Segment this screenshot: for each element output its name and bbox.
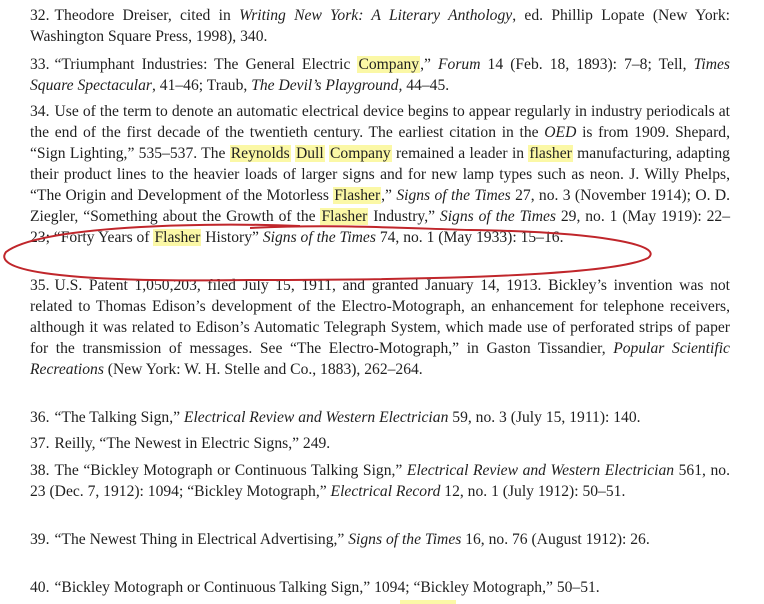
highlighted-text: Reynolds xyxy=(230,145,290,162)
italic-citation-title: The Devil’s Playground, xyxy=(251,77,403,94)
endnote-text: Industry,” xyxy=(368,208,440,225)
endnote-text: Reilly, “The Newest in Electric Signs,” 249. xyxy=(54,435,331,452)
endnote-text: 16, no. 76 (August 1912): 26. xyxy=(461,531,650,548)
italic-citation-title: Electrical Record xyxy=(330,483,441,500)
endnote-33 xyxy=(30,54,730,96)
endnote-text: U.S. Patent 1,050,203, filed July 15, 1911, and granted January 14, 1913. Bickley’s invention was not related to Thomas Edison’s development of the Electro-Motograph, an enhancement for telephone receivers, although it was related to Edison’s Automatic Telegraph System, which made use of perforated strips of paper for the transmission of messages. See “The Electro-Motograph,” in Gaston Tissandier, xyxy=(30,277,730,357)
endnote-text: The “Bickley Motograph or Continuous Talking Sign,” xyxy=(54,462,407,479)
endnote-text: History” xyxy=(201,229,263,246)
endnote-text: 27, no. 3 (November 1914); O. D. Ziegler, “Something about the Growth of the xyxy=(30,187,731,225)
endnote-39 xyxy=(30,529,730,550)
highlight-fragment xyxy=(400,600,456,604)
italic-citation-title: Times Square Spectacular xyxy=(30,56,730,94)
endnote-text: “Bickley Motograph or Continuous Talking Sign,” 1094; “Bickley Motograph,” 50–51. xyxy=(54,579,600,596)
endnote-number: 39. xyxy=(30,531,50,548)
endnote-text: (New York: W. H. Stelle and Co., 1883), 262–264. xyxy=(103,361,423,378)
highlighted-text: Company xyxy=(330,145,391,162)
endnote-text: 12, no. 1 (July 1912): 50–51. xyxy=(440,483,626,500)
highlighted-text: Flasher xyxy=(334,187,381,204)
endnote-text: “The Talking Sign,” xyxy=(54,409,184,426)
endnote-35 xyxy=(30,275,730,380)
highlighted-text: Company xyxy=(358,56,420,73)
endnote-text: is from 1909. Shepard, “Sign Lighting,” 535–537. The xyxy=(30,124,730,162)
endnote-text: “The Newest Thing in Electrical Advertising,” xyxy=(54,531,349,548)
highlighted-text: Flasher xyxy=(321,208,368,225)
italic-citation-title: Signs of the Times xyxy=(348,531,462,548)
endnote-number: 35. xyxy=(30,277,50,294)
highlighted-text: Flasher xyxy=(154,229,201,246)
italic-citation-title: Electrical Review and Western Electrician xyxy=(183,409,449,426)
endnote-number: 36. xyxy=(30,409,50,426)
endnote-text: 14 (Feb. 18, 1893): 7–8; Tell, xyxy=(480,56,694,73)
italic-citation-title: Forum xyxy=(438,56,481,73)
endnote-text: ,” xyxy=(381,187,397,204)
endnote-40 xyxy=(30,577,730,598)
endnote-text: Use of the term to denote an automatic electrical device begins to appear regularly in industry periodicals at the end of the first decade of the twentieth century. The earliest citation in the xyxy=(30,103,730,141)
italic-citation-title: Signs of the Times xyxy=(439,208,556,225)
endnote-number: 37. xyxy=(30,435,50,452)
endnote-34 xyxy=(30,101,730,248)
italic-citation-title: Writing New York: A Literary Anthology xyxy=(239,7,513,24)
italic-citation-title: Signs of the Times xyxy=(396,187,511,204)
endnote-number: 33. xyxy=(30,56,50,73)
endnote-text: Theodore Dreiser, cited in xyxy=(54,7,240,24)
endnote-text: manufacturing, adapting their product lines to the heavier loads of larger signs and for new lamp types such as neon. J. Willy Phelps, “The Origin and Development of the Motorless xyxy=(30,145,730,204)
highlighted-text: flasher xyxy=(529,145,572,162)
endnote-number: 38. xyxy=(30,462,50,479)
endnote-32 xyxy=(30,5,730,47)
endnote-text: “Triumphant Industries: The General Electric xyxy=(54,56,358,73)
endnote-text: 561, no. 23 (Dec. 7, 1912): 1094; “Bickley Motograph,” xyxy=(30,462,730,500)
endnote-38 xyxy=(30,460,730,502)
italic-citation-title: Popular Scientific Recreations xyxy=(30,340,730,378)
endnote-text: 74, no. 1 (May 1933): 15–16. xyxy=(375,229,564,246)
italic-citation-title: OED xyxy=(544,124,577,141)
endnote-text: 59, no. 3 (July 15, 1911): 140. xyxy=(448,409,641,426)
endnote-text: , 41–46; Traub, xyxy=(151,77,252,94)
endnote-text: 44–45. xyxy=(402,77,450,94)
endnote-number: 32. xyxy=(30,7,50,24)
italic-citation-title: Electrical Review and Western Electrician xyxy=(406,462,675,479)
endnote-text: remained a leader in xyxy=(391,145,529,162)
endnote-number: 40. xyxy=(30,579,50,596)
endnote-text: , ed. Phillip Lopate (New York: Washington Square Press, 1998), 340. xyxy=(30,7,730,45)
endnote-37 xyxy=(30,433,730,454)
endnote-number: 34. xyxy=(30,103,50,120)
endnote-text: 29, no. 1 (May 1919): 22–23; “Forty Years of xyxy=(30,208,731,246)
highlighted-text: Dull xyxy=(295,145,324,162)
endnote-text: ,” xyxy=(420,56,438,73)
endnote-36 xyxy=(30,407,730,428)
italic-citation-title: Signs of the Times xyxy=(262,229,376,246)
